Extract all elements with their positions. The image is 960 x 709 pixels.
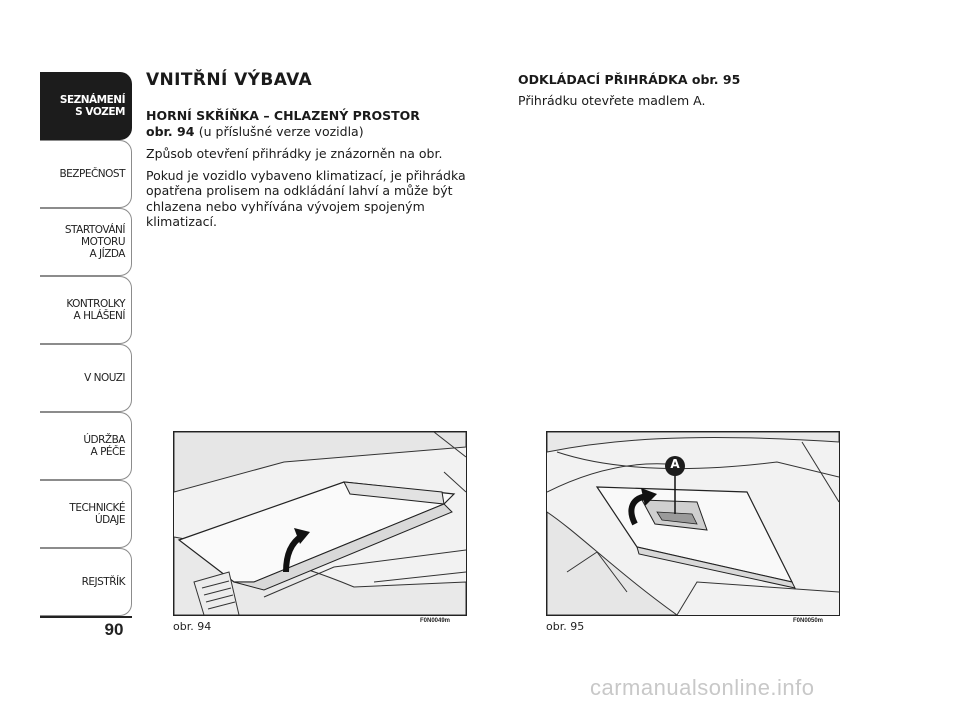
subsection-note: (u příslušné verze vozidla) [198, 124, 364, 139]
subsection-title: HORNÍ SKŘÍŇKA – CHLAZENÝ PROSTOR [146, 108, 420, 123]
section-heading: VNITŘNÍ VÝBAVA [146, 70, 313, 90]
tab-seznameni-s-vozem[interactable]: SEZNÁMENÍ S VOZEM [40, 72, 132, 140]
figure-95-code: F0N0050m [793, 618, 824, 624]
glovebox-title: ODKLÁDACÍ PŘIHRÁDKA [518, 72, 688, 87]
figure-95-caption: obr. 95 [546, 620, 585, 633]
upper-compartment-illustration [174, 432, 466, 615]
figure-95-glovebox [546, 431, 840, 616]
glovebox-figure-ref[interactable]: obr. 95 [691, 72, 741, 87]
paragraph-2: Pokud je vozidlo vybaveno klimatizací, je přihrádka opatřena prolisem na odkládání lahví a může být chlazena nebo vyhřívána vývojem spojeným klimatizací. [146, 167, 466, 229]
glovebox-paragraph: Přihrádku otevřete madlem A. [518, 93, 706, 108]
figure-94-upper-compartment [173, 431, 467, 616]
figure-94-code: F0N0049m [420, 618, 451, 624]
tab-bezpecnost[interactable]: BEZPEČNOST [40, 140, 132, 208]
paragraph-1: Způsob otevření přihrádky je znázorněn na obr. [146, 146, 443, 161]
chapter-tabs [40, 72, 132, 616]
page-number-divider [40, 616, 132, 618]
tab-v-nouzi[interactable]: V NOUZI [40, 344, 132, 412]
glovebox-heading [518, 72, 848, 87]
left-column [146, 64, 491, 230]
subsection-figure-ref[interactable]: obr. 94 [146, 124, 195, 139]
subsection-heading [146, 108, 491, 140]
watermark: carmanualsonline.info [590, 675, 815, 700]
tab-kontrolky[interactable]: KONTROLKY A HLÁŠENÍ [40, 276, 132, 344]
tab-rejstrik[interactable]: REJSTŘÍK [40, 548, 132, 616]
figure-94-caption: obr. 94 [173, 620, 212, 633]
right-column [518, 64, 848, 109]
tab-technicke-udaje[interactable]: TECHNICKÉ ÚDAJE [40, 480, 132, 548]
glovebox-illustration [547, 432, 839, 615]
callout-a-label: A [670, 457, 680, 471]
tab-startovani-motoru[interactable]: STARTOVÁNÍ MOTORU A JÍZDA [40, 208, 132, 276]
page-number: 90 [104, 620, 124, 639]
tab-udrzba[interactable]: ÚDRŽBA A PÉČE [40, 412, 132, 480]
